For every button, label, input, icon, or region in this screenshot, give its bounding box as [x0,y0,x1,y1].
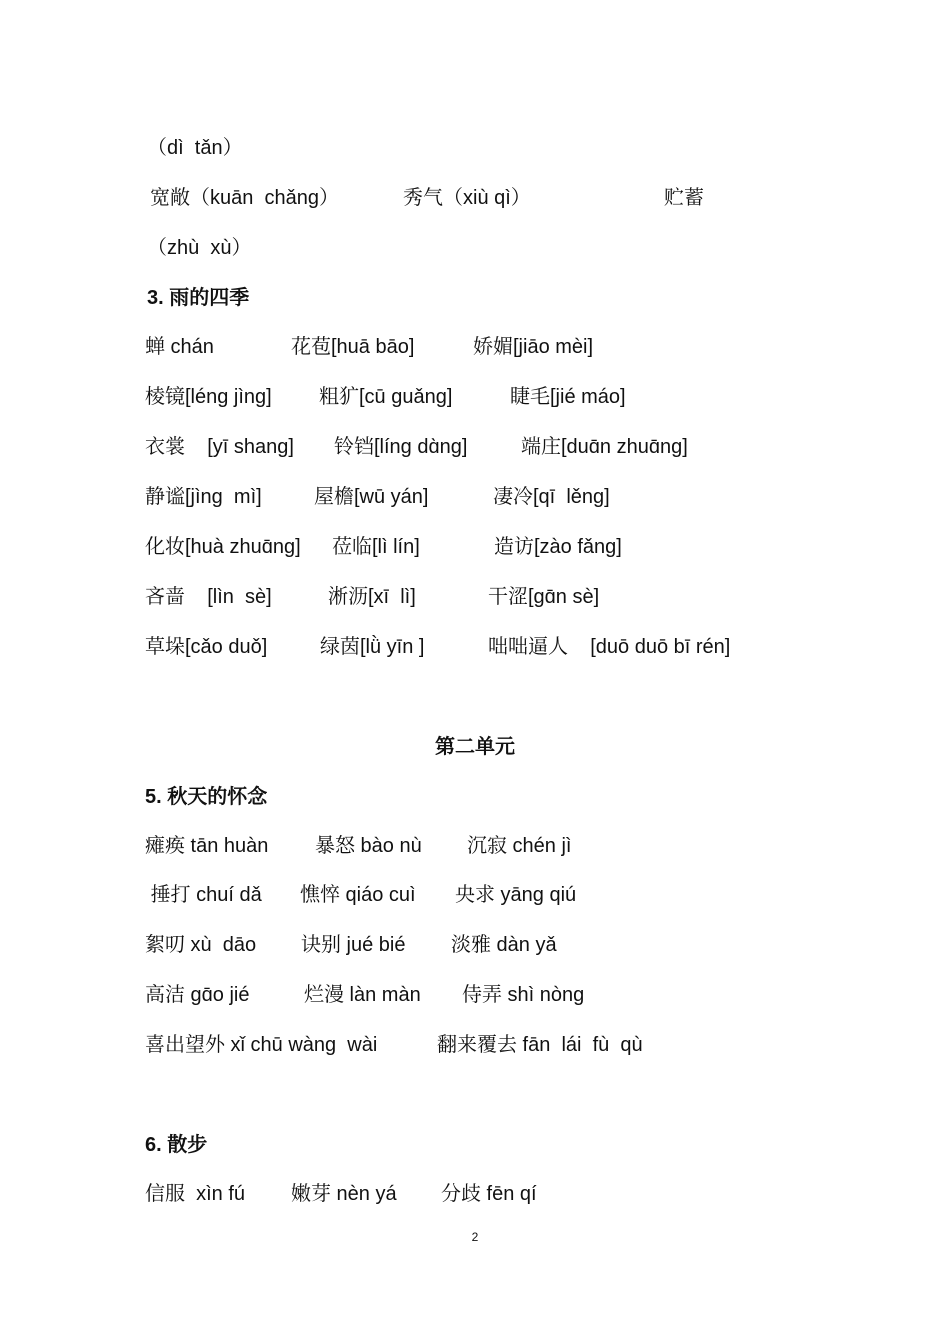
vocab-item: 屋檐[wū yán] [314,486,429,508]
vocab-item: 烂漫 làn màn [304,984,421,1006]
vocab-item: 诀别 jué bié [301,934,406,956]
vocab-item: 秀气（xiù qì） [403,187,531,209]
vocab-item: 娇媚[jiāo mèi] [473,336,594,358]
vocab-item: 信服 xìn fú [145,1183,246,1205]
vocab-item: 翻来覆去 fān lái fù qù [437,1034,643,1056]
vocab-item: 瘫痪 tān huàn [145,835,269,857]
vocab-item: 贮蓄 [664,187,704,209]
vocab-item: 衣裳 [yī shang] [145,436,294,458]
vocab-item: 嫩芽 nèn yá [291,1183,397,1205]
vocab-item: 淡雅 dàn yǎ [451,934,557,956]
vocab-item: 分歧 fēn qí [441,1183,537,1205]
vocab-item: 造访[zào fǎng] [494,536,622,558]
vocab-item: 蝉 chán [145,336,214,358]
vocab-item: 沉寂 chén jì [467,835,572,857]
vocab-item: 咄咄逼人 [duō duō bī rén] [488,636,731,658]
vocab-item: 草垛[cǎo duǒ] [145,636,268,658]
vocab-item: 央求 yāng qiú [455,884,577,906]
vocab-item: 花苞[huā bāo] [291,336,415,358]
vocab-item: 淅沥[xī lì] [328,586,416,608]
pinyin-line: （zhù xù） [147,237,252,259]
vocab-item: 端庄[duɑ̄n zhuɑ̄ng] [521,436,688,458]
vocab-item: 凄冷[qī lěng] [493,486,610,508]
vocab-item: 铃铛[líng dɑ̀ng] [334,436,468,458]
unit-heading: 第二单元 [435,736,515,758]
vocab-item: 化妆[huà zhuɑ̄ng] [145,536,301,558]
vocab-item: 暴怒 bào nù [315,835,422,857]
vocab-item: 吝啬 [lìn sè] [145,586,272,608]
vocab-item: 侍弄 shì nòng [462,984,585,1006]
vocab-item: 宽敞（kuān chǎng） [150,187,339,209]
vocab-item: 捶打 chuí dǎ [145,884,262,906]
page-number: 2 [471,1230,479,1244]
vocab-item: 睫毛[jié máo] [510,386,626,408]
vocab-item: 干涩[gɑ̄n sè] [488,586,600,608]
vocab-item: 绿茵[lǜ yīn ] [320,636,425,658]
pinyin-line: （dì tǎn） [147,137,243,159]
vocab-item: 喜出望外 xǐ chū wàng wài [145,1034,378,1056]
vocab-item: 憔悴 qiáo cuì [300,884,416,906]
vocab-item: 静谧[jìng mì] [145,486,262,508]
vocab-item: 高洁 gɑ̄o jié [145,984,250,1006]
vocab-item: 棱镜[léng jìng] [145,386,272,408]
vocab-item: 絮叨 xù dāo [145,934,257,956]
lesson-title: 6. 散步 [145,1134,208,1156]
lesson-title: 5. 秋天的怀念 [145,786,268,808]
vocab-item: 莅临[lì lín] [332,536,420,558]
lesson-title: 3. 雨的四季 [147,287,250,309]
vocab-item: 粗犷[cū guǎng] [319,386,453,408]
